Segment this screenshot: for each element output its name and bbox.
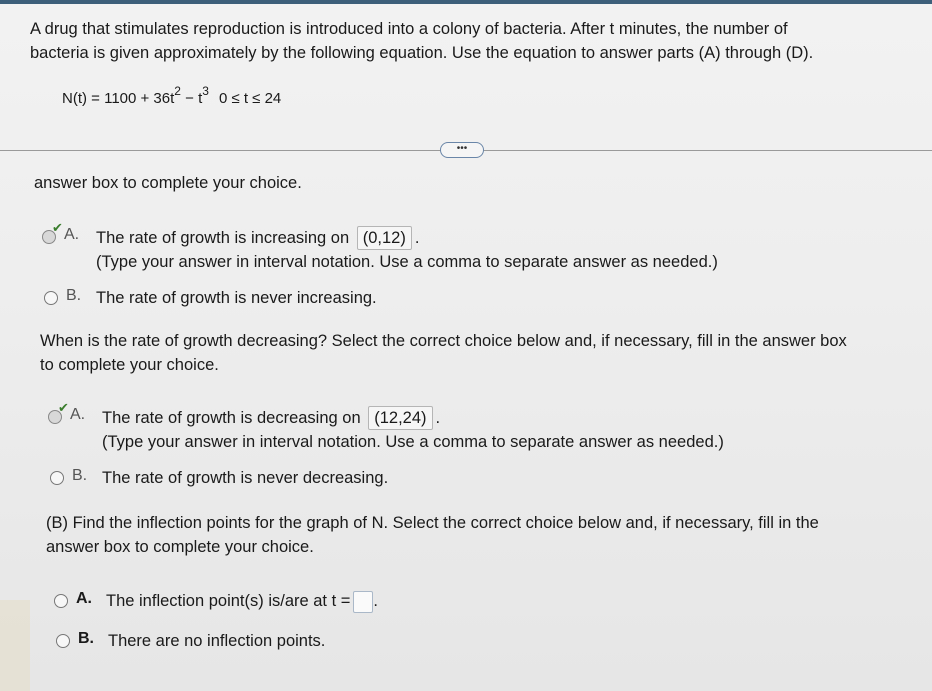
part-b-choice-a-radio[interactable] — [54, 594, 68, 608]
intro-line-1: A drug that stimulates reproduction is introduced into a colony of bacteria. After t minutes, the number of — [30, 20, 788, 38]
intro-line-2: bacteria is given approximately by the following equation. Use the equation to answer parts (A) through (D). — [30, 44, 814, 62]
decrease-choice-a-text: The rate of growth is decreasing on — [102, 409, 361, 427]
increase-answer-box[interactable]: (0,12) — [357, 226, 412, 250]
increase-choice-a-text: The rate of growth is increasing on — [96, 229, 350, 247]
increase-choice-b-letter: B. — [66, 287, 82, 304]
increase-choice-b-radio[interactable] — [44, 291, 58, 305]
inflection-answer-input[interactable] — [353, 591, 373, 613]
decrease-answer-box[interactable]: (12,24) — [368, 406, 432, 430]
equation-mid: − t — [180, 90, 203, 107]
left-edge-shade — [0, 600, 30, 691]
question-panel — [0, 4, 932, 691]
increase-prompt-tail: answer box to complete your choice. — [34, 174, 302, 192]
part-b-choice-a-letter: A. — [76, 590, 92, 607]
correct-check-icon: ✔ — [52, 220, 63, 235]
part-b-choice-b-text[interactable]: There are no inflection points. — [108, 632, 326, 650]
increase-choice-a-letter: A. — [64, 226, 80, 243]
decrease-hint: (Type your answer in interval notation. Use a comma to separate answer as needed.) — [102, 433, 724, 451]
increase-choice-a[interactable]: The rate of growth is increasing on (0,12) . — [96, 226, 419, 250]
equation-exponent-1: 2 — [174, 84, 181, 98]
more-options-button[interactable]: ••• — [440, 142, 484, 158]
increase-hint: (Type your answer in interval notation. Use a comma to separate answer as needed.) — [96, 253, 718, 271]
decrease-choice-b-text[interactable]: The rate of growth is never decreasing. — [102, 469, 389, 487]
decrease-choice-a[interactable]: The rate of growth is decreasing on (12,24) . — [102, 406, 440, 430]
increase-choice-b-text[interactable]: The rate of growth is never increasing. — [96, 289, 377, 307]
part-b-choice-a-text: The inflection point(s) is/are at t = — [106, 592, 351, 610]
part-b-choice-b-radio[interactable] — [56, 634, 70, 648]
equation-exponent-2: 3 — [202, 84, 209, 98]
decrease-prompt-line-2: to complete your choice. — [40, 356, 219, 374]
part-b-choice-a[interactable]: The inflection point(s) is/are at t = . — [106, 590, 378, 613]
equation-lhs: N(t) = 1100 + 36t — [62, 90, 175, 107]
decrease-prompt-line-1: When is the rate of growth decreasing? Select the correct choice below and, if necessary, fill in the answer box — [40, 332, 847, 350]
equation — [62, 84, 282, 107]
decrease-choice-b-letter: B. — [72, 467, 88, 484]
correct-check-icon: ✔ — [58, 400, 69, 415]
part-b-prompt-line-2: answer box to complete your choice. — [46, 538, 314, 556]
part-b-choice-b-letter: B. — [78, 630, 94, 647]
decrease-choice-a-letter: A. — [70, 406, 86, 423]
equation-domain: 0 ≤ t ≤ 24 — [218, 90, 282, 107]
part-b-prompt-line-1: (B) Find the inflection points for the graph of N. Select the correct choice below and, if necessary, fill in the — [46, 514, 819, 532]
decrease-choice-b-radio[interactable] — [50, 471, 64, 485]
